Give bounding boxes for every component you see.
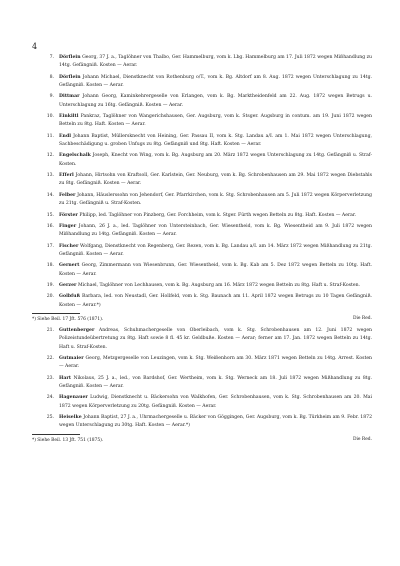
entry-text: Johann Georg, Kaminkehrergeselle von Erlangen, vom k. Bg. Marktheidenfeld am 22. Aug. 1872 wegen Betrugs u. Unterschlagung zu 16tg. Gefängniß. Kosten — Aerar. bbox=[59, 94, 372, 108]
entry-number: 23. bbox=[46, 375, 54, 381]
footnote-signature: Die Red. bbox=[352, 436, 372, 442]
entry-surname: Gutmaier bbox=[59, 356, 84, 362]
entry-text: Ludwig, Dienstknecht u. Bäckersohn von Walkhofen, Ger. Schrobenhausen, vom k. Stg. Schrobenhausen am 20. Mai 1872 wegen Körperverletzung zu 20tg. Gefängniß. Kosten — Aerar. bbox=[59, 395, 372, 409]
entry-text: Johann, Hirtsohn von Kraftsoll, Ger. Karlstein, Ger. Neuburg, vom k. Bg. Schrobenhausen am 29. Mai 1872 wegen Diebstahls zu 8tg. Gefängniß. Kosten — Aerar. bbox=[59, 173, 372, 187]
footnote-rule bbox=[32, 313, 80, 314]
register-entry bbox=[32, 262, 372, 279]
entry-surname: Einkiltl bbox=[59, 114, 79, 120]
entry-surname: Guttenberger bbox=[59, 328, 95, 334]
entry-number: 20. bbox=[46, 294, 54, 300]
entry-surname: Förster bbox=[59, 212, 78, 218]
entry-surname: Gerzer bbox=[59, 282, 77, 288]
entry-number: 13. bbox=[46, 173, 54, 179]
entry-text: Georg, 37 J. a., Taglöhner von Thalbo, Ger. Hammelburg, vom k. Lbg. Hammelburg am 17. Juli 1872 wegen Mißhandlung zu 14tg. Gefängniß. Kosten — Aerar. bbox=[59, 55, 372, 69]
register-entry bbox=[32, 223, 372, 240]
entry-number: 22. bbox=[46, 356, 54, 362]
register-entry bbox=[32, 293, 372, 310]
entry-text: Johann, Häuslerssohn von Jehendorf, Ger. Pfarrkirchen, vom k. Stg. Schrobenhausen am 5. Juli 1872 wegen Körperverletzung zu 21tg. Gefängniß u. Straf-Kosten. bbox=[59, 192, 372, 207]
entry-number: 25. bbox=[46, 415, 54, 421]
register-entry bbox=[32, 172, 372, 189]
entry-surname: Heiselke bbox=[59, 415, 82, 421]
entry-surname: Finger bbox=[59, 223, 77, 229]
entry-number: 19. bbox=[46, 282, 54, 288]
entry-number: 7. bbox=[49, 55, 54, 60]
entry-surname: Dittmar bbox=[59, 94, 80, 100]
entry-surname: Gernert bbox=[59, 263, 80, 269]
entry-surname: Dörflein bbox=[59, 55, 81, 60]
entry-text: Johann Baptist, 27 J. a., Uhrmachergeselle u. Bäcker von Göggingen, Ger. Augsburg, vom k. Bg. Türkheim am 9. Febr. 1872 wegen Unterschlagung zu 30tg. Haft. Kosten — Aerar.*) bbox=[59, 415, 372, 429]
footnote bbox=[32, 434, 372, 444]
footnote-signature: Die Red. bbox=[352, 316, 372, 322]
register-entry bbox=[32, 414, 372, 431]
register-entry bbox=[32, 74, 372, 91]
register-entry bbox=[32, 355, 372, 372]
entry-surname: Hart bbox=[59, 375, 72, 381]
page-number: 4 bbox=[32, 42, 38, 51]
entry-text: Joseph, Knecht von Wing, vom k. Bg. Augsburg am 20. März 1872 wegen Unterschlagung zu 14tg. Gefängniß u. Straf-Kosten. bbox=[59, 153, 372, 167]
footnote bbox=[32, 313, 372, 323]
entry-surname: Engelschalk bbox=[59, 153, 91, 159]
entry-text: Johann Baptist, Müllersknecht von Heining, Ger. Passau II, vom k. Stg. Landau a/I. am 1. Mai 1872 wegen Unterschlagung, Sachbeschädigung u. groben Unfugs zu 8tg. Gefängniß und 8tg. Haft. Kosten — Aerar. bbox=[59, 133, 372, 148]
entry-text: Nikolaus, 25 J. a., led., von Bardshof, Ger. Wertheim, vom k. Stg. Werneck am 18. Juli 1872 wegen Mißhandlung zu 8tg. Gefängniß. Kosten — Aerar. bbox=[59, 375, 372, 389]
register-entry bbox=[32, 282, 372, 290]
entry-surname: Golbfuß bbox=[59, 294, 81, 300]
entry-number: 14. bbox=[46, 192, 54, 198]
entry-number: 8. bbox=[49, 74, 54, 80]
register-entry bbox=[32, 243, 372, 260]
entry-text: Pankraz, Taglöhner von Wangerichshausen, Ger. Augsburg, vom k. Stsger. Augsburg in contum. am 19. Juni 1872 wegen Betteln zu 8tg. Haft. Kosten — Aerar. bbox=[59, 114, 372, 128]
entry-surname: Felber bbox=[59, 192, 76, 198]
entry-text: Wolfgang, Dienstknecht von Regenberg, Ger. Rezen, vom k. Bg. Landau a/I. am 14. März 1872 wegen Mißhandlung zu 21tg. Gefängniß. Kosten — Aerar. bbox=[59, 243, 372, 257]
footnote-text: *) Siehe Beil. 13 Jft. 751 (1875). bbox=[32, 437, 104, 443]
register-entry bbox=[32, 192, 372, 209]
register-entry bbox=[32, 93, 372, 110]
register-entries bbox=[32, 54, 372, 448]
entry-surname: Fischer bbox=[59, 243, 79, 249]
entry-text: Georg, Metzgergeselle von Leuzingen, vom k. Stg. Weißenhorn am 30. März 1871 wegen Betteln zu 14tg. Arrest. Kosten — Aerar. bbox=[59, 356, 372, 370]
register-entry bbox=[32, 54, 372, 71]
entry-text: Michael, Taglöhner von Lechhausen, vom k. Bg. Augsburg am 16. März 1872 wegen Betteln zu 8tg. Haft u. Straf-Kosten. bbox=[78, 282, 360, 288]
entry-number: 18. bbox=[46, 263, 54, 269]
register-entry bbox=[32, 212, 372, 220]
register-entry bbox=[32, 327, 372, 352]
entry-number: 15. bbox=[46, 212, 54, 218]
register-entry bbox=[32, 133, 372, 150]
entry-text: Georg, Zimmermann von Wiesenbrunn, Ger. Wiesentheid, vom k. Bg. Kab am 5. Dez 1872 wegen Betteln zu 10tg. Haft. Kosten — Aerar. bbox=[59, 263, 372, 277]
register-entry bbox=[32, 113, 372, 130]
entry-number: 17. bbox=[46, 243, 54, 249]
entry-number: 11. bbox=[46, 133, 54, 139]
entry-text: Johann Michael, Dienstknecht von Rothenburg o/T., vom k. Bg. Altdorf am 8. Aug. 1872 wegen Unterschlagung zu 14tg. Gefängniß. Kosten — Aerar. bbox=[59, 74, 372, 88]
register-entry bbox=[32, 152, 372, 169]
entry-text: Barbara, led. von Neustadl, Ger. Hollfeld, vom k. Stg. Baunach am 11. April 1872 wegen Betrugs zu 10 Tagen Gefängniß. Kosten — Aerar.*) bbox=[59, 294, 372, 308]
entry-surname: Endl bbox=[59, 133, 71, 139]
entry-surname: Dörflein bbox=[59, 74, 81, 80]
register-entry bbox=[32, 394, 372, 411]
entry-surname: Efferl bbox=[59, 173, 74, 179]
entry-surname: Hagenauer bbox=[59, 395, 88, 401]
register-entry bbox=[32, 375, 372, 392]
entry-number: 10. bbox=[46, 114, 54, 120]
entry-number: 21. bbox=[46, 328, 54, 334]
entry-number: 9. bbox=[49, 94, 54, 100]
entry-text: Andreas, Schuhmachergeselle von Oberleibach, vom k. Stg. Schrobenhausen am 12. Juni 1872 wegen Polizeistundeübertretung zu 8tg. Haft sowie 8 fl. 45 kr. Geldbuße. Kosten — Aerar; ferner am 17. Jan. 1872 wegen Betteln zu 14tg. Haft u. Straf-Kosten. bbox=[59, 328, 372, 350]
entry-number: 12. bbox=[46, 153, 54, 159]
footnote-rule bbox=[32, 434, 80, 435]
footnote-text: *) Siehe Beil. 17 Jft. 576 (1871). bbox=[32, 317, 104, 323]
entry-text: Johann, 26 J. a., led. Taglöhner von Untersteinbach, Ger. Wiesentheid, vom k. Bg. Wiesentheid am 9. Juli 1872 wegen Mißhandlung zu 14tg. Gefängniß. Kosten — Aerar. bbox=[59, 223, 372, 238]
entry-number: 24. bbox=[46, 395, 54, 401]
entry-text: Philipp, led. Taglöhner von Pinzberg, Ger. Forchheim, vom k. Stger. Fürth wegen Betteln zu 8tg. Haft. Kosten — Aerar. bbox=[79, 212, 357, 218]
entry-number: 16. bbox=[46, 223, 54, 229]
